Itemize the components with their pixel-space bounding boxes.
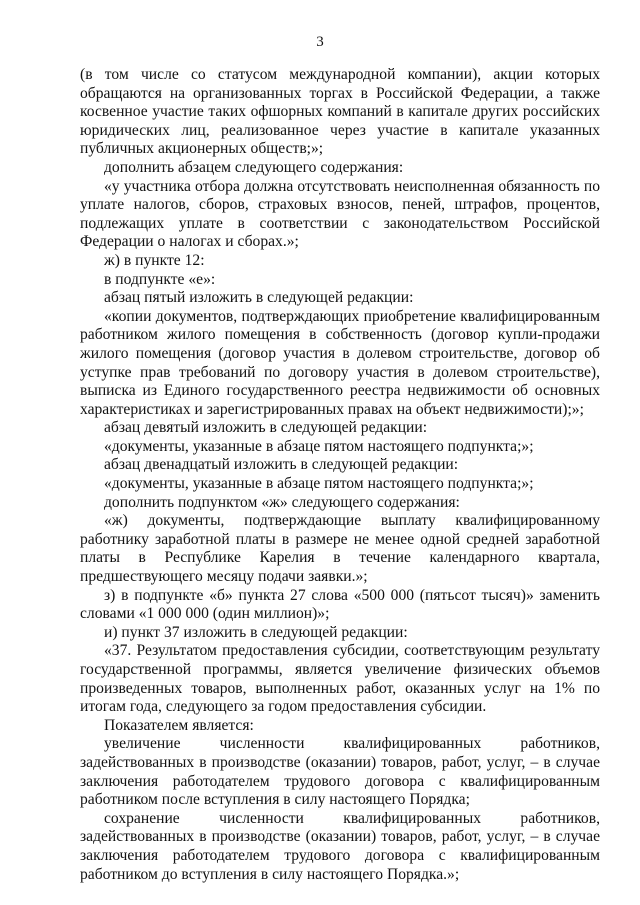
paragraph: дополнить подпунктом «ж» следующего содержания:	[104, 493, 460, 511]
paragraph: абзац пятый изложить в следующей редакции:	[104, 289, 414, 307]
paragraph: з) в подпункте «б» пункта 27 слова «500 000 (пятьсот тысяч)» заменить словами «1 000 000 (один миллион)»;	[80, 586, 600, 623]
paragraph: сохранение численности квалифицированных работников, задействованных в производстве (оказании) товаров, работ, услуг, – в случае заключения работодателем трудового договора с квалифицированным работником до вступления в силу настоящего Порядка.»;	[80, 809, 600, 883]
paragraph: абзац девятый изложить в следующей редакции:	[104, 419, 428, 437]
paragraph: в подпункте «е»:	[104, 270, 216, 288]
paragraph: «у участника отбора должна отсутствовать неисполненная обязанность по уплате налогов, сборов, страховых взносов, пеней, штрафов, процентов, подлежащих уплате в соответствии с законодательством Российской Федерации о налогах и сборах.»;	[80, 177, 600, 251]
document-body	[80, 66, 600, 884]
page-number: 3	[316, 34, 324, 50]
paragraph: и) пункт 37 изложить в следующей редакции:	[104, 623, 408, 641]
paragraph: «документы, указанные в абзаце пятом настоящего подпункта;»;	[104, 437, 534, 455]
paragraph: (в том числе со статусом международной компании), акции которых обращаются на организованных торгах в Российской Федерации, а также косвенное участие таких офшорных компаний в капитале других российских юридических лиц, реализованное через участие в капитале указанных публичных акционерных обществ;»;	[80, 66, 600, 158]
paragraph: Показателем является:	[104, 716, 254, 734]
paragraph: «документы, указанные в абзаце пятом настоящего подпункта;»;	[104, 475, 534, 493]
paragraph: дополнить абзацем следующего содержания:	[104, 158, 404, 176]
paragraph: «ж) документы, подтверждающие выплату квалифицированному работнику заработной платы в размере не менее одной средней заработной платы в Республике Карелия в течение календарного квартала, предшествующего месяцу подачи заявки.»;	[80, 512, 600, 586]
paragraph: увеличение численности квалифицированных работников, задействованных в производстве (оказании) товаров, работ, услуг, – в случае заключения работодателем трудового договора с квалифицированным работником после вступления в силу настоящего Порядка;	[80, 735, 600, 809]
paragraph: абзац двенадцатый изложить в следующей редакции:	[104, 456, 459, 474]
paragraph: «копии документов, подтверждающих приобретение квалифицированным работником жилого помещения в собственность (договор купли-продажи жилого помещения (договор участия в долевом строительстве, договор об уступке прав требований по договору участия в долевом строительстве), выписка из Единого государственного реестра недвижимости об основных характеристиках и зарегистрированных правах на объект недвижимости);»;	[80, 307, 600, 418]
paragraph: ж) в пункте 12:	[104, 251, 205, 269]
paragraph: «37. Результатом предоставления субсидии, соответствующим результату государственной программы, является увеличение физических объемов произведенных товаров, выполненных работ, оказанных услуг на 1% по итогам года, следующего за годом предоставления субсидии.	[80, 642, 600, 716]
